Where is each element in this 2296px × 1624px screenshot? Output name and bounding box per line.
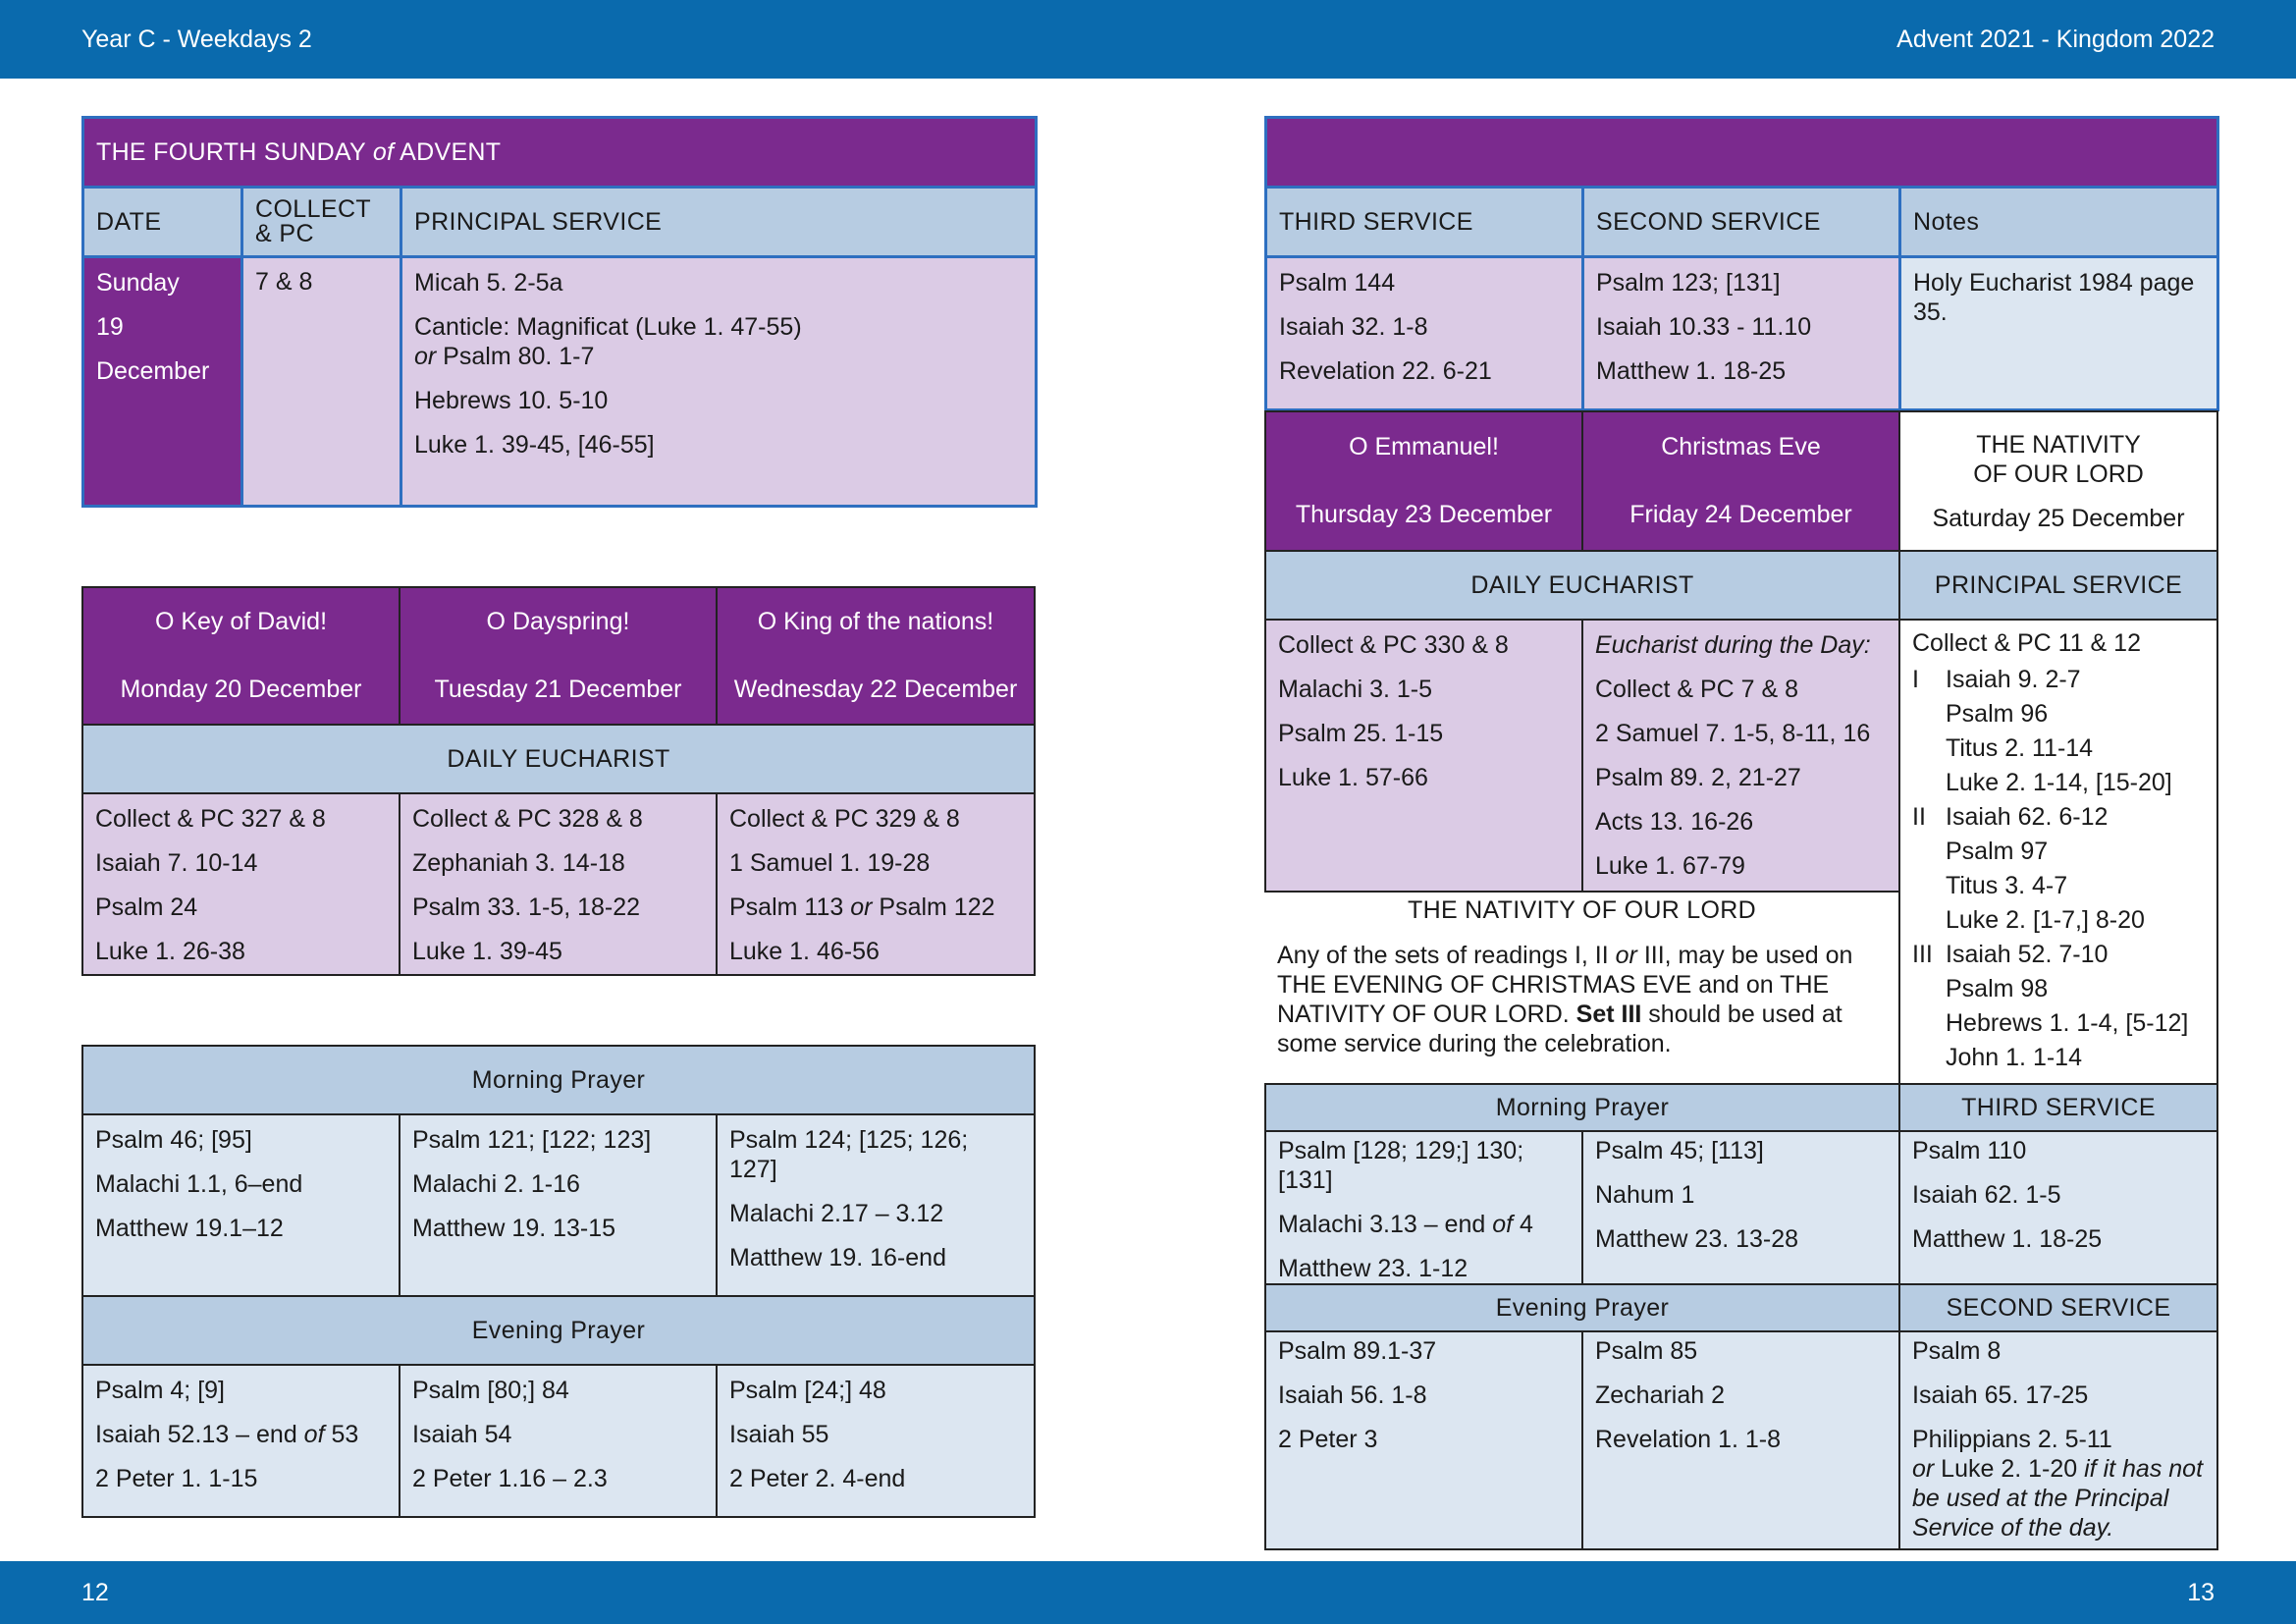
col-second-service-header: SECOND SERVICE	[1583, 188, 1900, 257]
morning-prayer-header: Morning Prayer	[82, 1046, 1035, 1114]
sunday-collect-cell: 7 & 8	[242, 257, 401, 507]
services-title-bar	[1266, 118, 2218, 188]
second-service-saturday: Psalm 8 Isaiah 65. 17-25 Philippians 2. 5-11 or Luke 2. 1-20 if it has not be used at the Principal Service of the day.	[1899, 1331, 2217, 1549]
third-service-saturday: Psalm 110 Isaiah 62. 1-5 Matthew 1. 18-25	[1899, 1131, 2217, 1284]
morning-tuesday: Psalm 121; [122; 123] Malachi 2. 1-16 Matthew 19. 13-15	[400, 1114, 717, 1296]
second-service-readings: Psalm 123; [131] Isaiah 10.33 - 11.10 Matthew 1. 18-25	[1583, 257, 1900, 410]
thursday-readings: Collect & PC 330 & 8 Malachi 3. 1-5 Psalm 25. 1-15 Luke 1. 57-66	[1265, 620, 1582, 892]
col-principal-header: PRINCIPAL SERVICE	[401, 188, 1037, 257]
sunday-readings-cell: Micah 5. 2-5a Canticle: Magnificat (Luke 1. 47-55) or Psalm 80. 1-7 Hebrews 10. 5-10 Luke 1. 39-45, [46-55]	[401, 257, 1037, 507]
christmas-morning-prayer-header: Morning Prayer	[1265, 1084, 1899, 1131]
wednesday-readings: Collect & PC 329 & 8 1 Samuel 1. 19-28 Psalm 113 or Psalm 122 Luke 1. 46-56	[717, 793, 1035, 975]
footer-band	[0, 1561, 2296, 1624]
evening-thursday: Psalm 89.1-37 Isaiah 56. 1-8 2 Peter 3	[1265, 1331, 1582, 1549]
fourth-sunday-title: THE FOURTH SUNDAY of ADVENT	[83, 118, 1037, 188]
sunday-date-cell: Sunday 19 December	[83, 257, 242, 507]
col-date-header: DATE	[83, 188, 242, 257]
christmas-second-service-header: SECOND SERVICE	[1899, 1284, 2217, 1331]
christmas-table	[1264, 410, 2218, 1550]
morning-thursday: Psalm [128; 129;] 130; [131] Malachi 3.13 – end of 4 Matthew 23. 1-12	[1265, 1131, 1582, 1284]
morning-wednesday: Psalm 124; [125; 126; 127] Malachi 2.17 – 3.12 Matthew 19. 16-end	[717, 1114, 1035, 1296]
header-left-title: Year C - Weekdays 2	[81, 26, 312, 53]
antiphon-days-table	[81, 586, 1036, 976]
day-header-saturday: THE NATIVITY OF OUR LORD Saturday 25 December	[1899, 411, 2217, 551]
fourth-sunday-table	[81, 116, 1038, 508]
col-collect-header: COLLECT & PC	[242, 188, 401, 257]
morning-friday: Psalm 45; [113] Nahum 1 Matthew 23. 13-28	[1582, 1131, 1899, 1284]
nativity-note-text: Any of the sets of readings I, II or III, may be used on THE EVENING OF CHRISTMAS EVE and on THE NATIVITY OF OUR LORD. Set III should be used at some service during the celebration.	[1277, 942, 1853, 1058]
evening-monday: Psalm 4; [9] Isaiah 52.13 – end of 53 2 Peter 1. 1-15	[82, 1365, 400, 1517]
evening-friday: Psalm 85 Zechariah 2 Revelation 1. 1-8	[1582, 1331, 1899, 1549]
evening-tuesday: Psalm [80;] 84 Isaiah 54 2 Peter 1.16 – 2.3	[400, 1365, 717, 1517]
evening-wednesday: Psalm [24;] 48 Isaiah 55 2 Peter 2. 4-end	[717, 1365, 1035, 1517]
principal-service-header: PRINCIPAL SERVICE	[1899, 551, 2217, 620]
third-service-readings: Psalm 144 Isaiah 32. 1-8 Revelation 22. 6-21	[1266, 257, 1583, 410]
notes-cell: Holy Eucharist 1984 page 35.	[1900, 257, 2218, 410]
christmas-daily-eucharist-header: DAILY EUCHARIST	[1265, 551, 1899, 620]
morning-monday: Psalm 46; [95] Malachi 1.1, 6–end Matthew 19.1–12	[82, 1114, 400, 1296]
day-header-thursday: O Emmanuel! Thursday 23 December	[1265, 411, 1582, 551]
day-header-wednesday: O King of the nations! Wednesday 22 December	[717, 587, 1035, 725]
tuesday-readings: Collect & PC 328 & 8 Zephaniah 3. 14-18 Psalm 33. 1-5, 18-22 Luke 1. 39-45	[400, 793, 717, 975]
day-header-tuesday: O Dayspring! Tuesday 21 December	[400, 587, 717, 725]
sunday-other-services-table	[1264, 116, 2219, 411]
day-header-monday: O Key of David! Monday 20 December	[82, 587, 400, 725]
page-number-left: 12	[81, 1579, 109, 1606]
christmas-third-service-header: THIRD SERVICE	[1899, 1084, 2217, 1131]
daily-eucharist-header: DAILY EUCHARIST	[82, 725, 1035, 793]
saturday-principal-readings: Collect & PC 11 & 12 I Isaiah 9. 2-7 Psalm 96 Titus 2. 11-14 Luke 2. 1-14, [15-20] II Isaiah 62. 6-12 Psalm 97 Titus 3. 4-7 Luke 2. [1-7,] 8-20 III Isaiah 52. 7-10 Psalm 98 Hebrews 1. 1-4, [5-12] John 1. 1-14	[1899, 620, 2217, 1084]
monday-readings: Collect & PC 327 & 8 Isaiah 7. 10-14 Psalm 24 Luke 1. 26-38	[82, 793, 400, 975]
page-number-right: 13	[2187, 1579, 2215, 1606]
header-right-title: Advent 2021 - Kingdom 2022	[1896, 26, 2215, 53]
col-third-service-header: THIRD SERVICE	[1266, 188, 1583, 257]
nativity-note-cell	[1265, 892, 1899, 1084]
evening-prayer-header: Evening Prayer	[82, 1296, 1035, 1365]
header-band	[0, 0, 2296, 79]
nativity-note-title: THE NATIVITY OF OUR LORD	[1408, 896, 1756, 925]
day-header-friday: Christmas Eve Friday 24 December	[1582, 411, 1899, 551]
friday-readings: Eucharist during the Day: Collect & PC 7 & 8 2 Samuel 7. 1-5, 8-11, 16 Psalm 89. 2, 21-27 Acts 13. 16-26 Luke 1. 67-79	[1582, 620, 1899, 892]
col-notes-header: Notes	[1900, 188, 2218, 257]
office-left-table	[81, 1045, 1036, 1518]
christmas-evening-prayer-header: Evening Prayer	[1265, 1284, 1899, 1331]
